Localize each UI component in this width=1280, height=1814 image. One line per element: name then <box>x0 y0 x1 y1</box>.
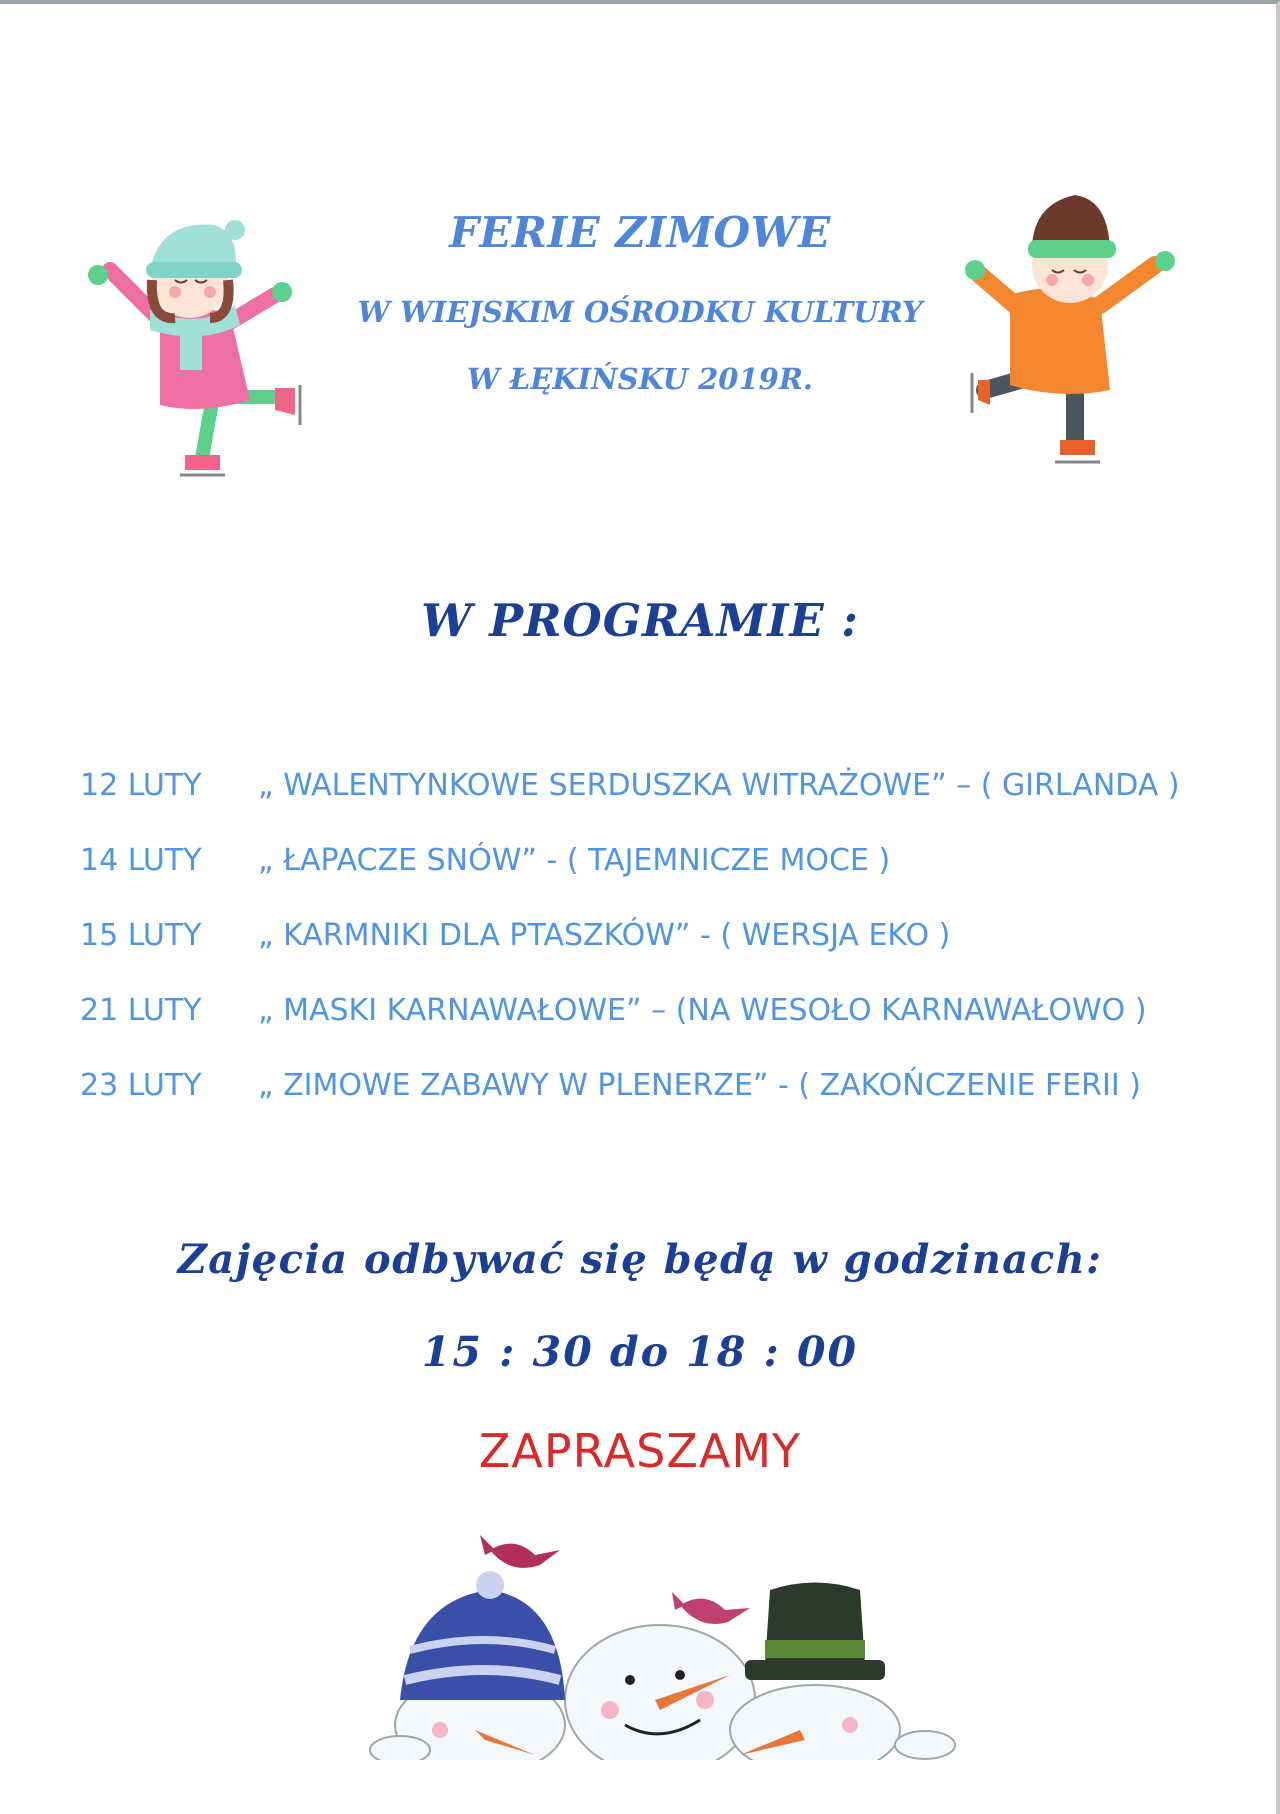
program-item-description: „ ZIMOWE ZABAWY W PLENERZE” - ( ZAKOŃCZENIE FERII ) <box>258 1068 1141 1103</box>
venue-subtitle: W WIEJSKIM OŚRODKU KULTURY <box>357 295 923 329</box>
program-item <box>80 843 1260 918</box>
program-item <box>80 993 1260 1068</box>
program-item <box>80 768 1260 843</box>
schedule-hours: 15 : 30 do 18 : 00 <box>421 1328 859 1376</box>
invite-text: ZAPRASZAMY <box>478 1424 802 1478</box>
program-item-date: 23 LUTY <box>80 1068 202 1103</box>
snowmen-illustration <box>360 1530 960 1760</box>
program-item-date: 14 LUTY <box>80 843 202 878</box>
program-item-description: „ MASKI KARNAWAŁOWE” – (NA WESOŁO KARNAWAŁOWO ) <box>258 993 1147 1028</box>
program-item <box>80 1068 1260 1143</box>
program-item-date: 12 LUTY <box>80 768 202 803</box>
poster-title: FERIE ZIMOWE <box>449 208 831 257</box>
program-list <box>80 768 1260 1143</box>
location-year-subtitle: W ŁĘKIŃSKU 2019R. <box>466 362 814 396</box>
program-item-date: 21 LUTY <box>80 993 202 1028</box>
program-item-description: „ ŁAPACZE SNÓW” - ( TAJEMNICZE MOCE ) <box>258 843 891 878</box>
program-item-description: „ KARMNIKI DLA PTASZKÓW” - ( WERSJA EKO ) <box>258 918 951 953</box>
program-item <box>80 918 1260 993</box>
program-item-description: „ WALENTYNKOWE SERDUSZKA WITRAŻOWE” – ( GIRLANDA ) <box>258 768 1180 803</box>
program-item-date: 15 LUTY <box>80 918 202 953</box>
program-heading: W PROGRAMIE : <box>421 594 859 647</box>
schedule-label: Zajęcia odbywać się będą w godzinach: <box>177 1236 1103 1283</box>
